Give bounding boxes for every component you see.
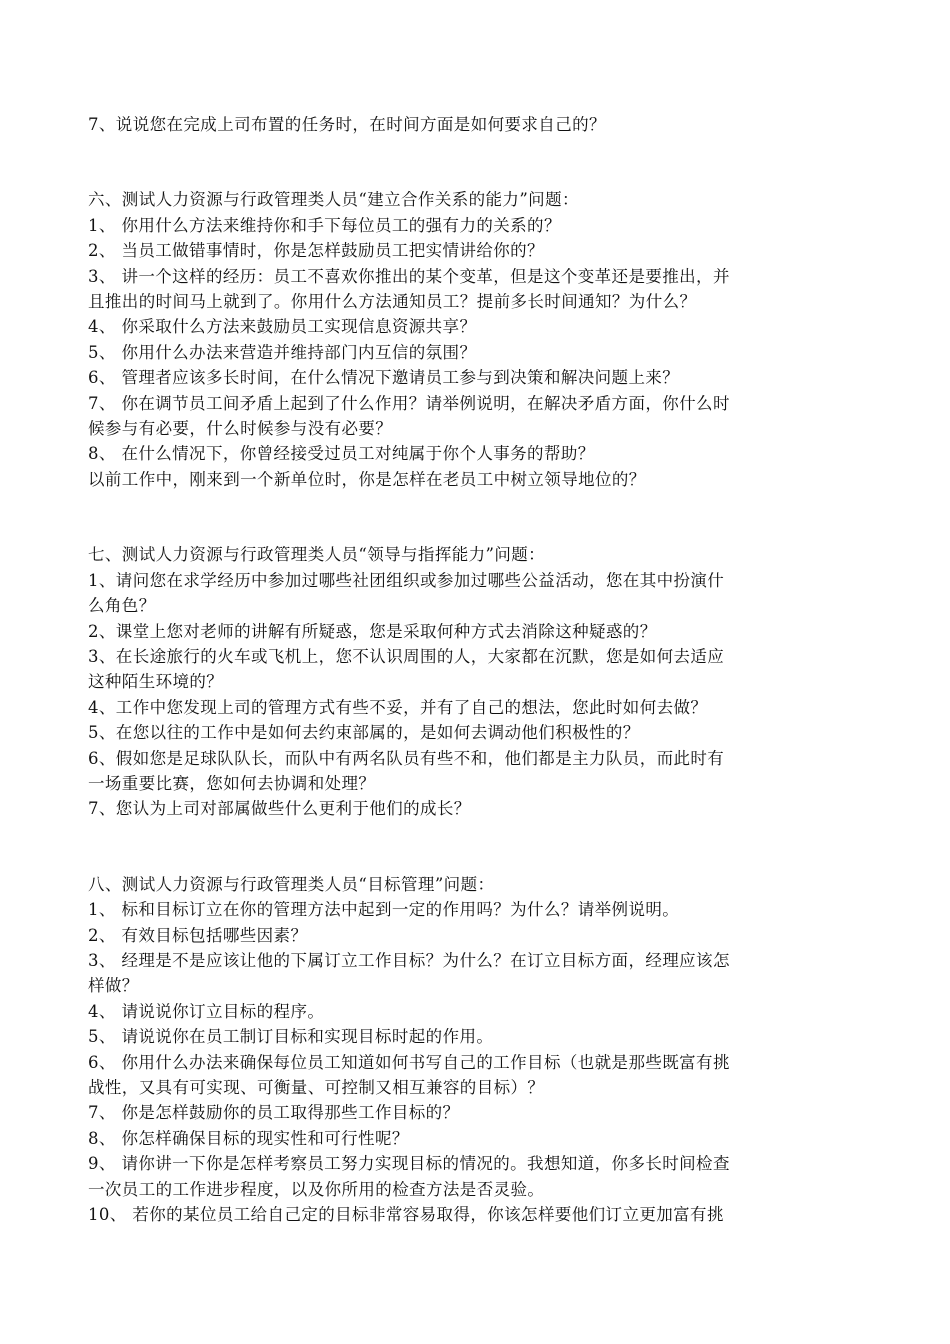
section-8-line: 战性，又具有可实现、可衡量、可控制又相互兼容的目标）？: [88, 1078, 545, 1097]
section-8-line: 7、 你是怎样鼓励你的员工取得那些工作目标的？: [88, 1103, 460, 1123]
section-7-line: 6、假如您是足球队队长，而队中有两名队员有些不和，他们都是主力队员，而此时有: [88, 748, 725, 768]
section-8-line: 4、 请说说你订立目标的程序。: [88, 1001, 325, 1021]
section-7-line: 么角色？: [88, 596, 156, 616]
section-7-line: 1、请问您在求学经历中参加过哪些社团组织或参加过哪些公益活动，您在其中扮演什: [88, 570, 725, 590]
section-8-line: 一次员工的工作进步程度，以及你所用的检查方法是否灵验。: [88, 1179, 545, 1199]
section-6-heading: 六、测试人力资源与行政管理类人员“建立合作关系的能力”问题：: [88, 190, 579, 210]
section-6-line: 候参与有必要，什么时候参与没有必要？: [88, 419, 393, 439]
section-7-heading: 七、测试人力资源与行政管理类人员“领导与指挥能力”问题：: [88, 545, 546, 565]
section-8: [88, 872, 812, 1228]
section-8-line: 9、 请你讲一下你是怎样考察员工努力实现目标的情况的。我想知道，你多长时间检查: [88, 1154, 730, 1174]
section-7-line: 5、在您以往的工作中是如何去约束部属的，是如何去调动他们积极性的？: [88, 723, 640, 743]
section-6-line: 4、 你采取什么方法来鼓励员工实现信息资源共享？: [88, 317, 477, 337]
section-6-line: 以前工作中，刚来到一个新单位时，你是怎样在老员工中树立领导地位的？: [88, 469, 646, 489]
section-6-line: 5、 你用什么办法来营造并维持部门内互信的氛围？: [88, 342, 477, 362]
section-6-line: 6、 管理者应该多长时间，在什么情况下邀请员工参与到决策和解决问题上来？: [88, 368, 680, 388]
section-7-line: 2、课堂上您对老师的讲解有所疑惑，您是采取何种方式去消除这种疑惑的？: [88, 621, 657, 641]
section-7-line: 4、工作中您发现上司的管理方式有些不妥，并有了自己的想法，您此时如何去做？: [88, 697, 708, 717]
intro-item: 7、说说您在完成上司布置的任务时，在时间方面是如何要求自己的？: [88, 115, 606, 134]
section-8-line: 2、 有效目标包括哪些因素？: [88, 925, 308, 945]
section-8-line: 10、 若你的某位员工给自己定的目标非常容易取得，你该怎样要他们订立更加富有挑: [88, 1205, 724, 1225]
section-8-line: 1、 标和目标订立在你的管理方法中起到一定的作用吗？为什么？请举例说明。: [88, 900, 680, 920]
section-7-line: 一场重要比赛，您如何去协调和处理？: [88, 773, 376, 793]
section-8-line: 样做？: [88, 976, 139, 996]
section-8-line: 8、 你怎样确保目标的现实性和可行性呢？: [88, 1128, 409, 1148]
section-6-line: 3、 讲一个这样的经历：员工不喜欢你推出的某个变革，但是这个变革还是要推出，并: [88, 266, 730, 286]
section-6-line: 1、 你用什么方法来维持你和手下每位员工的强有力的关系的？: [88, 215, 561, 235]
section-7-line: 7、您认为上司对部属做些什么更利于他们的成长？: [88, 799, 471, 819]
section-7: [88, 542, 812, 821]
section-8-heading: 八、测试人力资源与行政管理类人员“目标管理”问题：: [88, 874, 495, 894]
section-8-line: 5、 请说说你在员工制订目标和实现目标时起的作用。: [88, 1027, 494, 1047]
section-8-line: 3、 经理是不是应该让他的下属订立工作目标？为什么？在订立目标方面，经理应该怎: [88, 950, 730, 970]
document-page: [88, 112, 812, 1227]
section-6-line: 2、 当员工做错事情时，你是怎样鼓励员工把实情讲给你的？: [88, 241, 544, 261]
section-6-line: 且推出的时间马上就到了。你用什么方法通知员工？提前多长时间通知？为什么？: [88, 292, 697, 312]
section-6: [88, 187, 812, 492]
section-6-line: 7、 你在调节员工间矛盾上起到了什么作用？请举例说明，在解决矛盾方面，你什么时: [88, 393, 730, 413]
section-8-line: 6、 你用什么办法来确保每位员工知道如何书写自己的工作目标（也就是那些既富有挑: [88, 1052, 730, 1072]
section-7-line: 3、在长途旅行的火车或飞机上，您不认识周围的人，大家都在沉默，您是如何去适应: [88, 646, 725, 666]
section-7-line: 这种陌生环境的？: [88, 672, 224, 692]
section-6-line: 8、 在什么情况下，你曾经接受过员工对纯属于你个人事务的帮助？: [88, 444, 595, 464]
